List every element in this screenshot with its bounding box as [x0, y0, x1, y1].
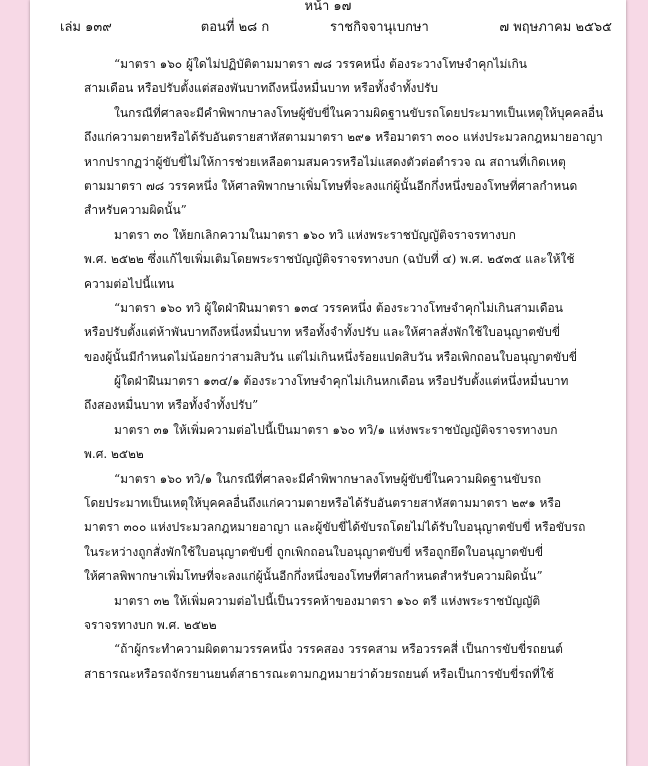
- text-line: “ถ้าผู้กระทำความผิดตามวรรคหนึ่ง วรรคสอง วรรคสาม หรือวรรคสี่ เป็นการขับขี่รถยนต์: [114, 642, 563, 657]
- document-body: [84, 52, 618, 686]
- text-line: ตามมาตรา ๗๘ วรรคหนึ่ง ให้ศาลพิพากษาเพิ่มโทษที่จะลงแก่ผู้นั้นอีกกึ่งหนึ่งของโทษที่ศาลกำหนด: [84, 178, 578, 193]
- text-line: สามเดือน หรือปรับตั้งแต่สองพันบาทถึงหนึ่งหมื่นบาท หรือทั้งจำทั้งปรับ: [84, 81, 439, 96]
- text-line: ความต่อไปนี้แทน: [84, 276, 175, 291]
- text-line: ในกรณีที่ศาลจะมีคำพิพากษาลงโทษผู้ขับขี่ในความผิดฐานขับรถโดยประมาทเป็นเหตุให้บุคคลอื่น: [114, 105, 604, 120]
- header-section: ตอนที่ ๒๘ ก: [200, 20, 270, 35]
- text-line: สำหรับความผิดนั้น”: [84, 203, 187, 218]
- header-date: ๗ พฤษภาคม ๒๕๖๕: [499, 20, 612, 35]
- text-line: โดยประมาทเป็นเหตุให้บุคคลอื่นถึงแก่ความตายหรือได้รับอันตรายสาหัสตามมาตรา ๒๙๑ หรือ: [84, 496, 562, 511]
- text-line: “มาตรา ๑๖๐ ผู้ใดไม่ปฏิบัติตามมาตรา ๗๘ วรรคหนึ่ง ต้องระวางโทษจำคุกไม่เกิน: [114, 57, 528, 71]
- text-line: มาตรา ๓๒ ให้เพิ่มความต่อไปนี้เป็นวรรคห้าของมาตรา ๑๖๐ ตรี แห่งพระราชบัญญัติ: [114, 593, 541, 608]
- text-line: มาตรา ๓๑ ให้เพิ่มความต่อไปนี้เป็นมาตรา ๑๖๐ ทวิ/๑ แห่งพระราชบัญญัติจราจรทางบก: [114, 422, 558, 437]
- gazette-page: [30, 0, 626, 766]
- text-line: สาธารณะหรือรถจักรยานยนต์สาธารณะตามกฎหมายว่าด้วยรถยนต์ หรือเป็นการขับขี่รถที่ใช้: [84, 666, 554, 681]
- header-volume: เล่ม ๑๓๙: [60, 20, 112, 35]
- text-line: หากปรากฏว่าผู้ขับขี่ไม่ให้การช่วยเหลือตามสมควรหรือไม่แสดงตัวต่อตำรวจ ณ สถานที่เกิดเหตุ: [84, 154, 566, 169]
- text-line: พ.ศ. ๒๕๒๒ ซึ่งแก้ไขเพิ่มเติมโดยพระราชบัญญัติจราจรทางบก (ฉบับที่ ๔) พ.ศ. ๒๕๓๕ และให้ใช้: [84, 252, 575, 267]
- text-line: ถึงสองหมื่นบาท หรือทั้งจำทั้งปรับ”: [84, 398, 259, 413]
- text-line: หรือปรับตั้งแต่ห้าพันบาทถึงหนึ่งหมื่นบาท หรือทั้งจำทั้งปรับ และให้ศาลสั่งพักใช้ใบอนุญาตขับขี่: [84, 325, 561, 340]
- text-line: ผู้ใดฝ่าฝืนมาตรา ๑๓๔/๑ ต้องระวางโทษจำคุกไม่เกินหกเดือน หรือปรับตั้งแต่หนึ่งหมื่นบาท: [114, 374, 569, 389]
- text-line: ถึงแก่ความตายหรือได้รับอันตรายสาหัสตามมาตรา ๒๙๑ หรือมาตรา ๓๐๐ แห่งประมวลกฎหมายอาญา: [84, 130, 603, 145]
- header-gazette-title: ราชกิจจานุเบกษา: [330, 20, 429, 35]
- page-header: [60, 16, 612, 34]
- text-line: ของผู้นั้นมีกำหนดไม่น้อยกว่าสามสิบวัน แต่ไม่เกินหนึ่งร้อยแปดสิบวัน หรือเพิกถอนใบอนุญาตขับขี่: [84, 349, 578, 364]
- text-line: “มาตรา ๑๖๐ ทวิ ผู้ใดฝ่าฝืนมาตรา ๑๓๔ วรรคหนึ่ง ต้องระวางโทษจำคุกไม่เกินสามเดือน: [114, 300, 563, 315]
- page-number: หน้า ๑๗: [304, 0, 352, 14]
- text-line: ให้ศาลพิพากษาเพิ่มโทษที่จะลงแก่ผู้นั้นอีกกึ่งหนึ่งของโทษที่ศาลกำหนดสำหรับความผิดนั้น”: [84, 569, 543, 584]
- text-line: มาตรา ๓๐๐ แห่งประมวลกฎหมายอาญา และผู้ขับขี่ได้ขับรถโดยไม่ได้รับใบอนุญาตขับขี่ หรือขับรถ: [84, 520, 586, 535]
- text-line: “มาตรา ๑๖๐ ทวิ/๑ ในกรณีที่ศาลจะมีคำพิพากษาลงโทษผู้ขับขี่ในความผิดฐานขับรถ: [114, 471, 542, 486]
- text-line: มาตรา ๓๐ ให้ยกเลิกความในมาตรา ๑๖๐ ทวิ แห่งพระราชบัญญัติจราจรทางบก: [114, 227, 516, 242]
- text-line: พ.ศ. ๒๕๒๒: [84, 447, 144, 462]
- text-line: จราจรทางบก พ.ศ. ๒๕๒๒: [84, 617, 217, 632]
- text-line: ในระหว่างถูกสั่งพักใช้ใบอนุญาตขับขี่ ถูกเพิกถอนใบอนุญาตขับขี่ หรือถูกยึดใบอนุญาตขับขี่: [84, 544, 544, 559]
